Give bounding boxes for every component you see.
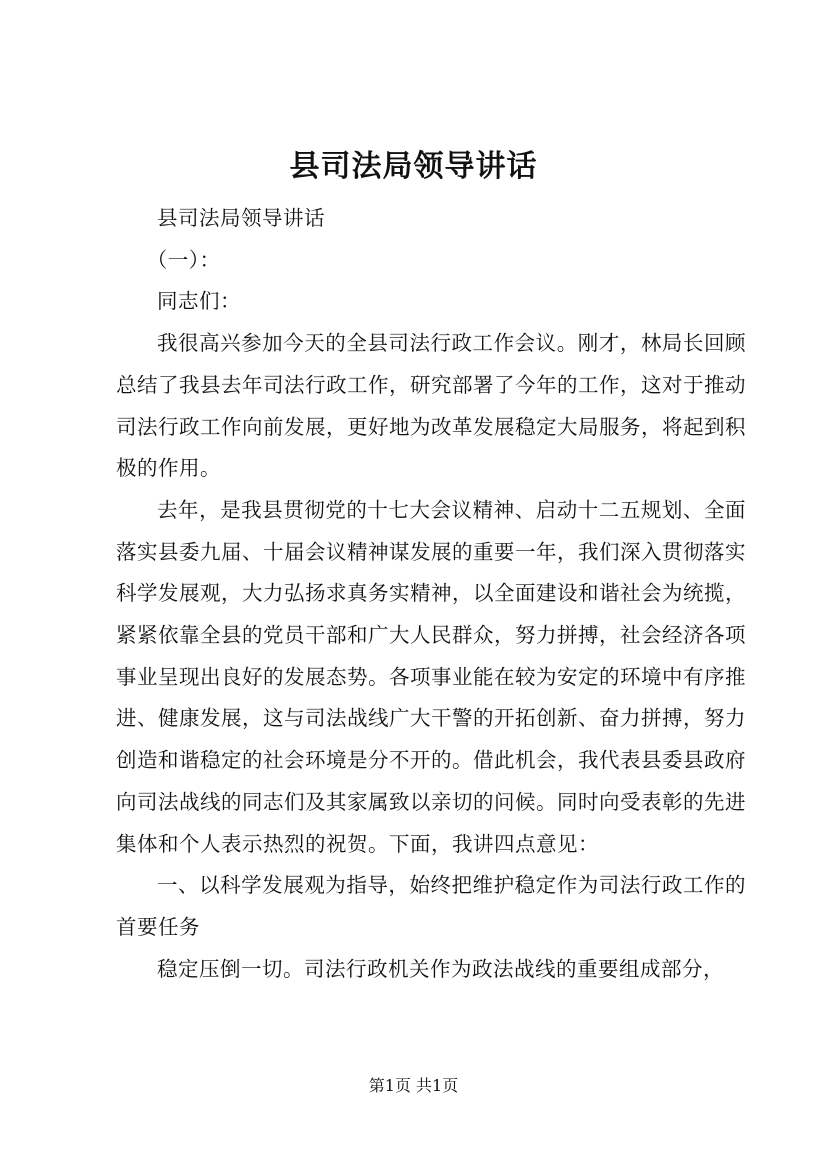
body-paragraph: 稳定压倒一切。司法行政机关作为政法战线的重要组成部分， (157, 956, 724, 981)
document-title: 县司法局领导讲话 (289, 149, 538, 184)
subtitle-paragraph: 县司法局领导讲话 (157, 206, 325, 230)
heading-paragraph: 一、以科学发展观为指导，始终把维护稳定作为司法行政工作的首要任务 (116, 873, 746, 939)
body-paragraph: 去年，是我县贯彻党的十七大会议精神、启动十二五规划、全面落实县委九届、十届会议精神谋发展的重要一年，我们深入贯彻落实科学发展观，大力弘扬求真务实精神，以全面建设和谐社会为统揽，紧紧依靠全县的党员干部和广大人民群众，努力拼搏，社会经济各项事业呈现出良好的发展态势。各项事业能在较为安定的环境中有序推进、健康发展，这与司法战线广大干警的开拓创新、奋力拼搏，努力创造和谐稳定的社会环境是分不开的。借此机会，我代表县委县政府向司法战线的同志们及其家属致以亲切的问候。同时向受表彰的先进集体和个人表示热烈的祝贺。下面，我讲四点意见： (116, 497, 746, 856)
section-number-paragraph: （一）： (146, 247, 221, 272)
body-paragraph: 我很高兴参加今天的全县司法行政工作会议。刚才，林局长回顾总结了我县去年司法行政工作，研究部署了今年的工作，这对于推动司法行政工作向前发展，更好地为改革发展稳定大局服务，将起到积极的作用。 (116, 331, 746, 481)
salutation-paragraph: 同志们： (157, 289, 241, 314)
document-body (116, 198, 746, 990)
page-footer: 第1页 共1页 (368, 1076, 459, 1095)
